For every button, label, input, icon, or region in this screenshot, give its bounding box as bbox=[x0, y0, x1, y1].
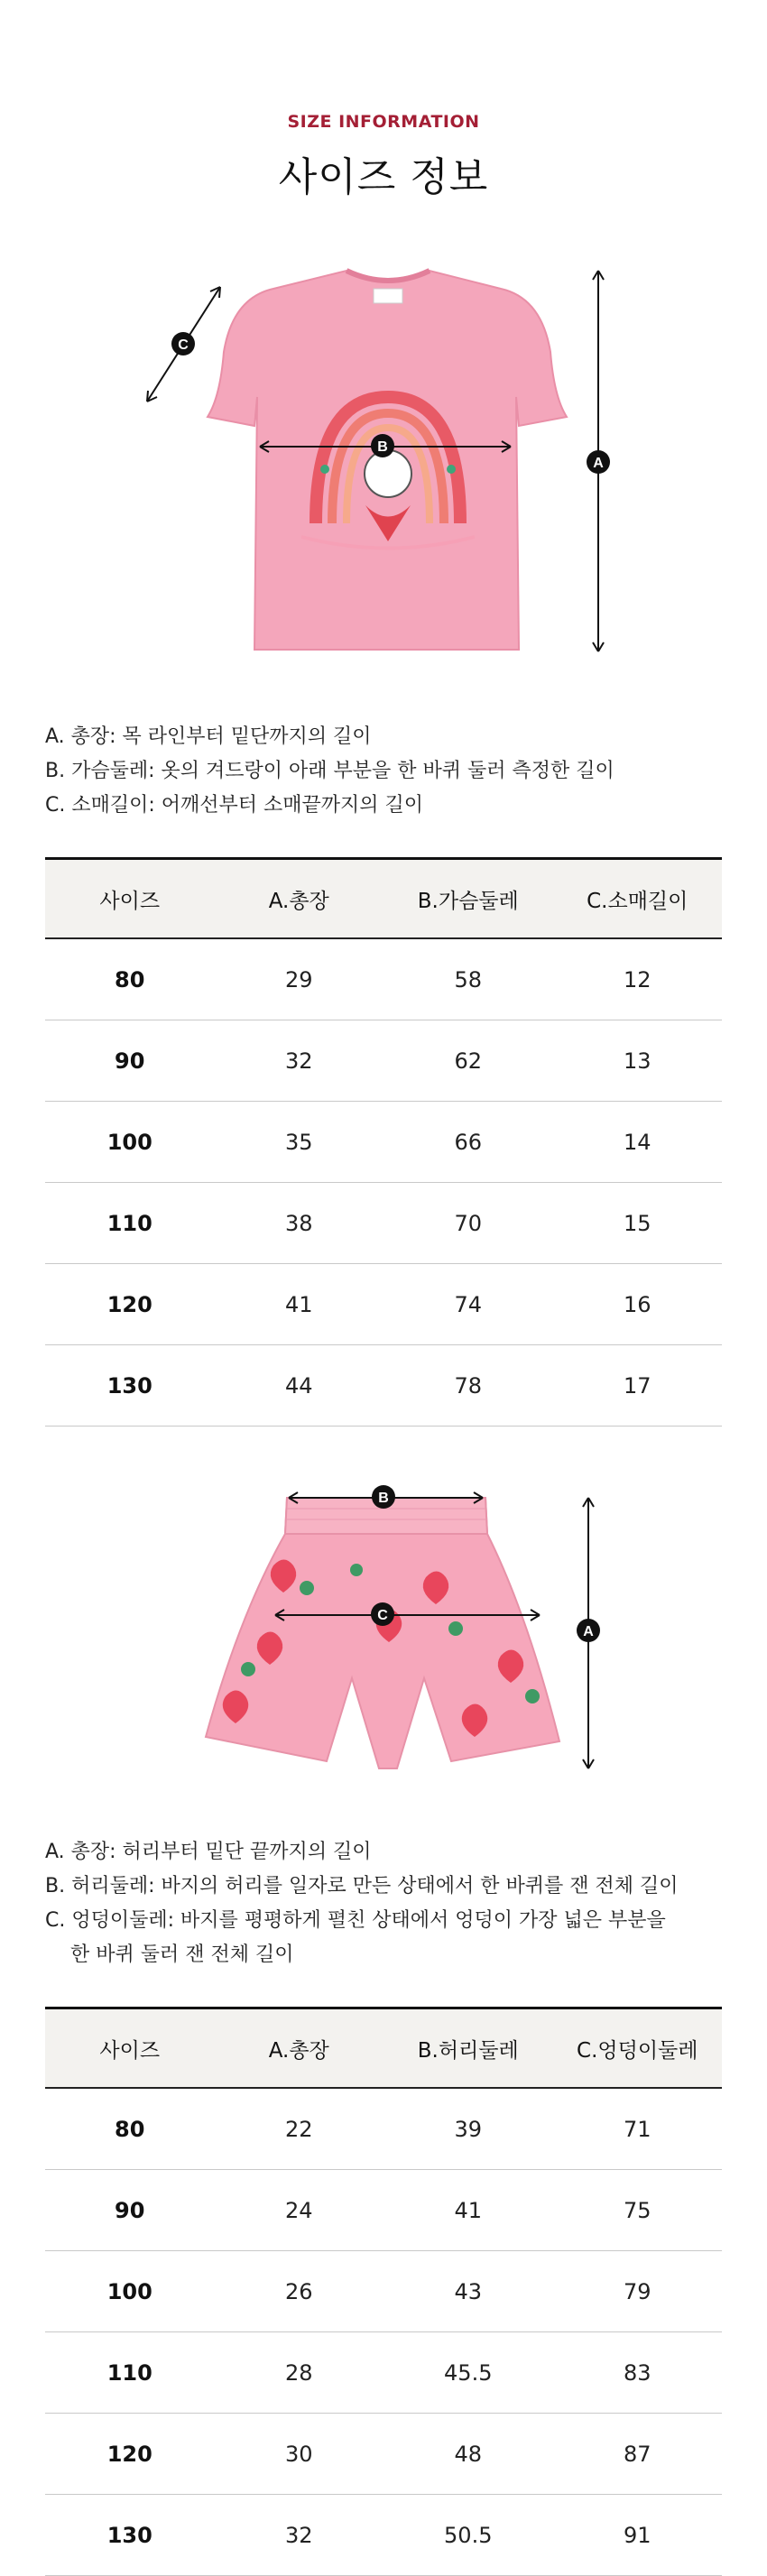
note-sleeve: C. 소매길이: 어깨선부터 소매끝까지의 길이 bbox=[45, 794, 424, 817]
table-header-row bbox=[45, 859, 722, 939]
table-cell: 71 bbox=[553, 2088, 723, 2170]
size-cell: 130 bbox=[45, 2495, 215, 2576]
size-cell: 80 bbox=[45, 938, 215, 1020]
size-cell: 90 bbox=[45, 2170, 215, 2251]
svg-text:C: C bbox=[178, 337, 189, 353]
table-cell: 70 bbox=[384, 1183, 553, 1264]
table-cell: 32 bbox=[215, 2495, 384, 2576]
table-cell: 22 bbox=[215, 2088, 384, 2170]
table-row bbox=[45, 2414, 722, 2495]
note-hip: C. 엉덩이둘레: 바지를 평평하게 펼친 상태에서 엉덩이 가장 넓은 부분을 bbox=[45, 1909, 666, 1932]
table-cell: 66 bbox=[384, 1102, 553, 1183]
size-cell: 120 bbox=[45, 2414, 215, 2495]
page-title: 사이즈 정보 bbox=[278, 154, 489, 200]
table-row bbox=[45, 2170, 722, 2251]
table-cell: 44 bbox=[215, 1345, 384, 1426]
table-cell: 32 bbox=[215, 1020, 384, 1102]
table-cell: 17 bbox=[553, 1345, 723, 1426]
note-total-length: A. 총장: 허리부터 밑단 끝까지의 길이 bbox=[45, 1841, 372, 1863]
table-row bbox=[45, 1264, 722, 1345]
column-header: C.엉덩이둘레 bbox=[553, 2008, 723, 2089]
table-row bbox=[45, 2088, 722, 2170]
table-cell: 78 bbox=[384, 1345, 553, 1426]
column-header: A.총장 bbox=[215, 2008, 384, 2089]
table-row bbox=[45, 2332, 722, 2414]
tshirt-diagram bbox=[135, 257, 641, 663]
table-row bbox=[45, 938, 722, 1020]
table-cell: 14 bbox=[553, 1102, 723, 1183]
size-cell: 90 bbox=[45, 1020, 215, 1102]
column-header: C.소매길이 bbox=[553, 859, 723, 939]
table-cell: 50.5 bbox=[384, 2495, 553, 2576]
marker-b-icon bbox=[372, 1485, 395, 1509]
tshirt-measurement-notes bbox=[45, 720, 731, 823]
table-cell: 75 bbox=[553, 2170, 723, 2251]
marker-b-icon bbox=[371, 434, 394, 457]
table-row bbox=[45, 1102, 722, 1183]
table-cell: 48 bbox=[384, 2414, 553, 2495]
note-waist: B. 허리둘레: 바지의 허리를 일자로 만든 상태에서 한 바퀴를 잰 전체 길이 bbox=[45, 1875, 679, 1897]
svg-text:A: A bbox=[593, 456, 604, 471]
size-cell: 100 bbox=[45, 1102, 215, 1183]
svg-text:B: B bbox=[377, 439, 388, 455]
section-eyebrow: SIZE INFORMATION bbox=[287, 112, 480, 132]
size-cell: 100 bbox=[45, 2251, 215, 2332]
size-cell: 110 bbox=[45, 1183, 215, 1264]
shorts-diagram bbox=[194, 1480, 609, 1777]
tshirt-image bbox=[208, 271, 567, 650]
column-header: B.허리둘레 bbox=[384, 2008, 553, 2089]
table-cell: 26 bbox=[215, 2251, 384, 2332]
table-cell: 87 bbox=[553, 2414, 723, 2495]
table-cell: 12 bbox=[553, 938, 723, 1020]
svg-text:C: C bbox=[377, 1608, 388, 1623]
table-row bbox=[45, 1183, 722, 1264]
shorts-measurement-notes bbox=[45, 1835, 731, 1972]
table-cell: 79 bbox=[553, 2251, 723, 2332]
table-cell: 16 bbox=[553, 1264, 723, 1345]
marker-a-icon bbox=[577, 1619, 600, 1642]
table-cell: 24 bbox=[215, 2170, 384, 2251]
table-row bbox=[45, 1020, 722, 1102]
table-cell: 41 bbox=[384, 2170, 553, 2251]
column-header: 사이즈 bbox=[45, 859, 215, 939]
table-header-row bbox=[45, 2008, 722, 2089]
table-cell: 91 bbox=[553, 2495, 723, 2576]
table-cell: 38 bbox=[215, 1183, 384, 1264]
size-cell: 80 bbox=[45, 2088, 215, 2170]
size-cell: 120 bbox=[45, 1264, 215, 1345]
table-row bbox=[45, 2495, 722, 2576]
column-header: 사이즈 bbox=[45, 2008, 215, 2089]
marker-a-icon bbox=[587, 450, 610, 474]
table-cell: 45.5 bbox=[384, 2332, 553, 2414]
marker-c-icon bbox=[171, 332, 195, 355]
column-header: A.총장 bbox=[215, 859, 384, 939]
table-cell: 13 bbox=[553, 1020, 723, 1102]
table-cell: 62 bbox=[384, 1020, 553, 1102]
table-cell: 83 bbox=[553, 2332, 723, 2414]
table-cell: 74 bbox=[384, 1264, 553, 1345]
shorts-image bbox=[206, 1498, 559, 1768]
shorts-size-table bbox=[45, 2007, 722, 2576]
table-cell: 28 bbox=[215, 2332, 384, 2414]
table-row bbox=[45, 1345, 722, 1426]
table-cell: 29 bbox=[215, 938, 384, 1020]
table-cell: 58 bbox=[384, 938, 553, 1020]
size-cell: 130 bbox=[45, 1345, 215, 1426]
size-cell: 110 bbox=[45, 2332, 215, 2414]
marker-c-icon bbox=[371, 1602, 394, 1626]
column-header: B.가슴둘레 bbox=[384, 859, 553, 939]
svg-text:B: B bbox=[378, 1491, 389, 1506]
table-cell: 41 bbox=[215, 1264, 384, 1345]
note-total-length: A. 총장: 목 라인부터 밑단까지의 길이 bbox=[45, 725, 372, 748]
table-cell: 43 bbox=[384, 2251, 553, 2332]
note-hip-continued: 한 바퀴 둘러 잰 전체 길이 bbox=[70, 1944, 294, 1966]
table-cell: 15 bbox=[553, 1183, 723, 1264]
table-row bbox=[45, 2251, 722, 2332]
table-cell: 35 bbox=[215, 1102, 384, 1183]
table-cell: 39 bbox=[384, 2088, 553, 2170]
tshirt-size-table bbox=[45, 857, 722, 1426]
svg-text:A: A bbox=[583, 1624, 594, 1639]
note-chest: B. 가슴둘레: 옷의 겨드랑이 아래 부분을 한 바퀴 둘러 측정한 길이 bbox=[45, 760, 615, 782]
table-cell: 30 bbox=[215, 2414, 384, 2495]
